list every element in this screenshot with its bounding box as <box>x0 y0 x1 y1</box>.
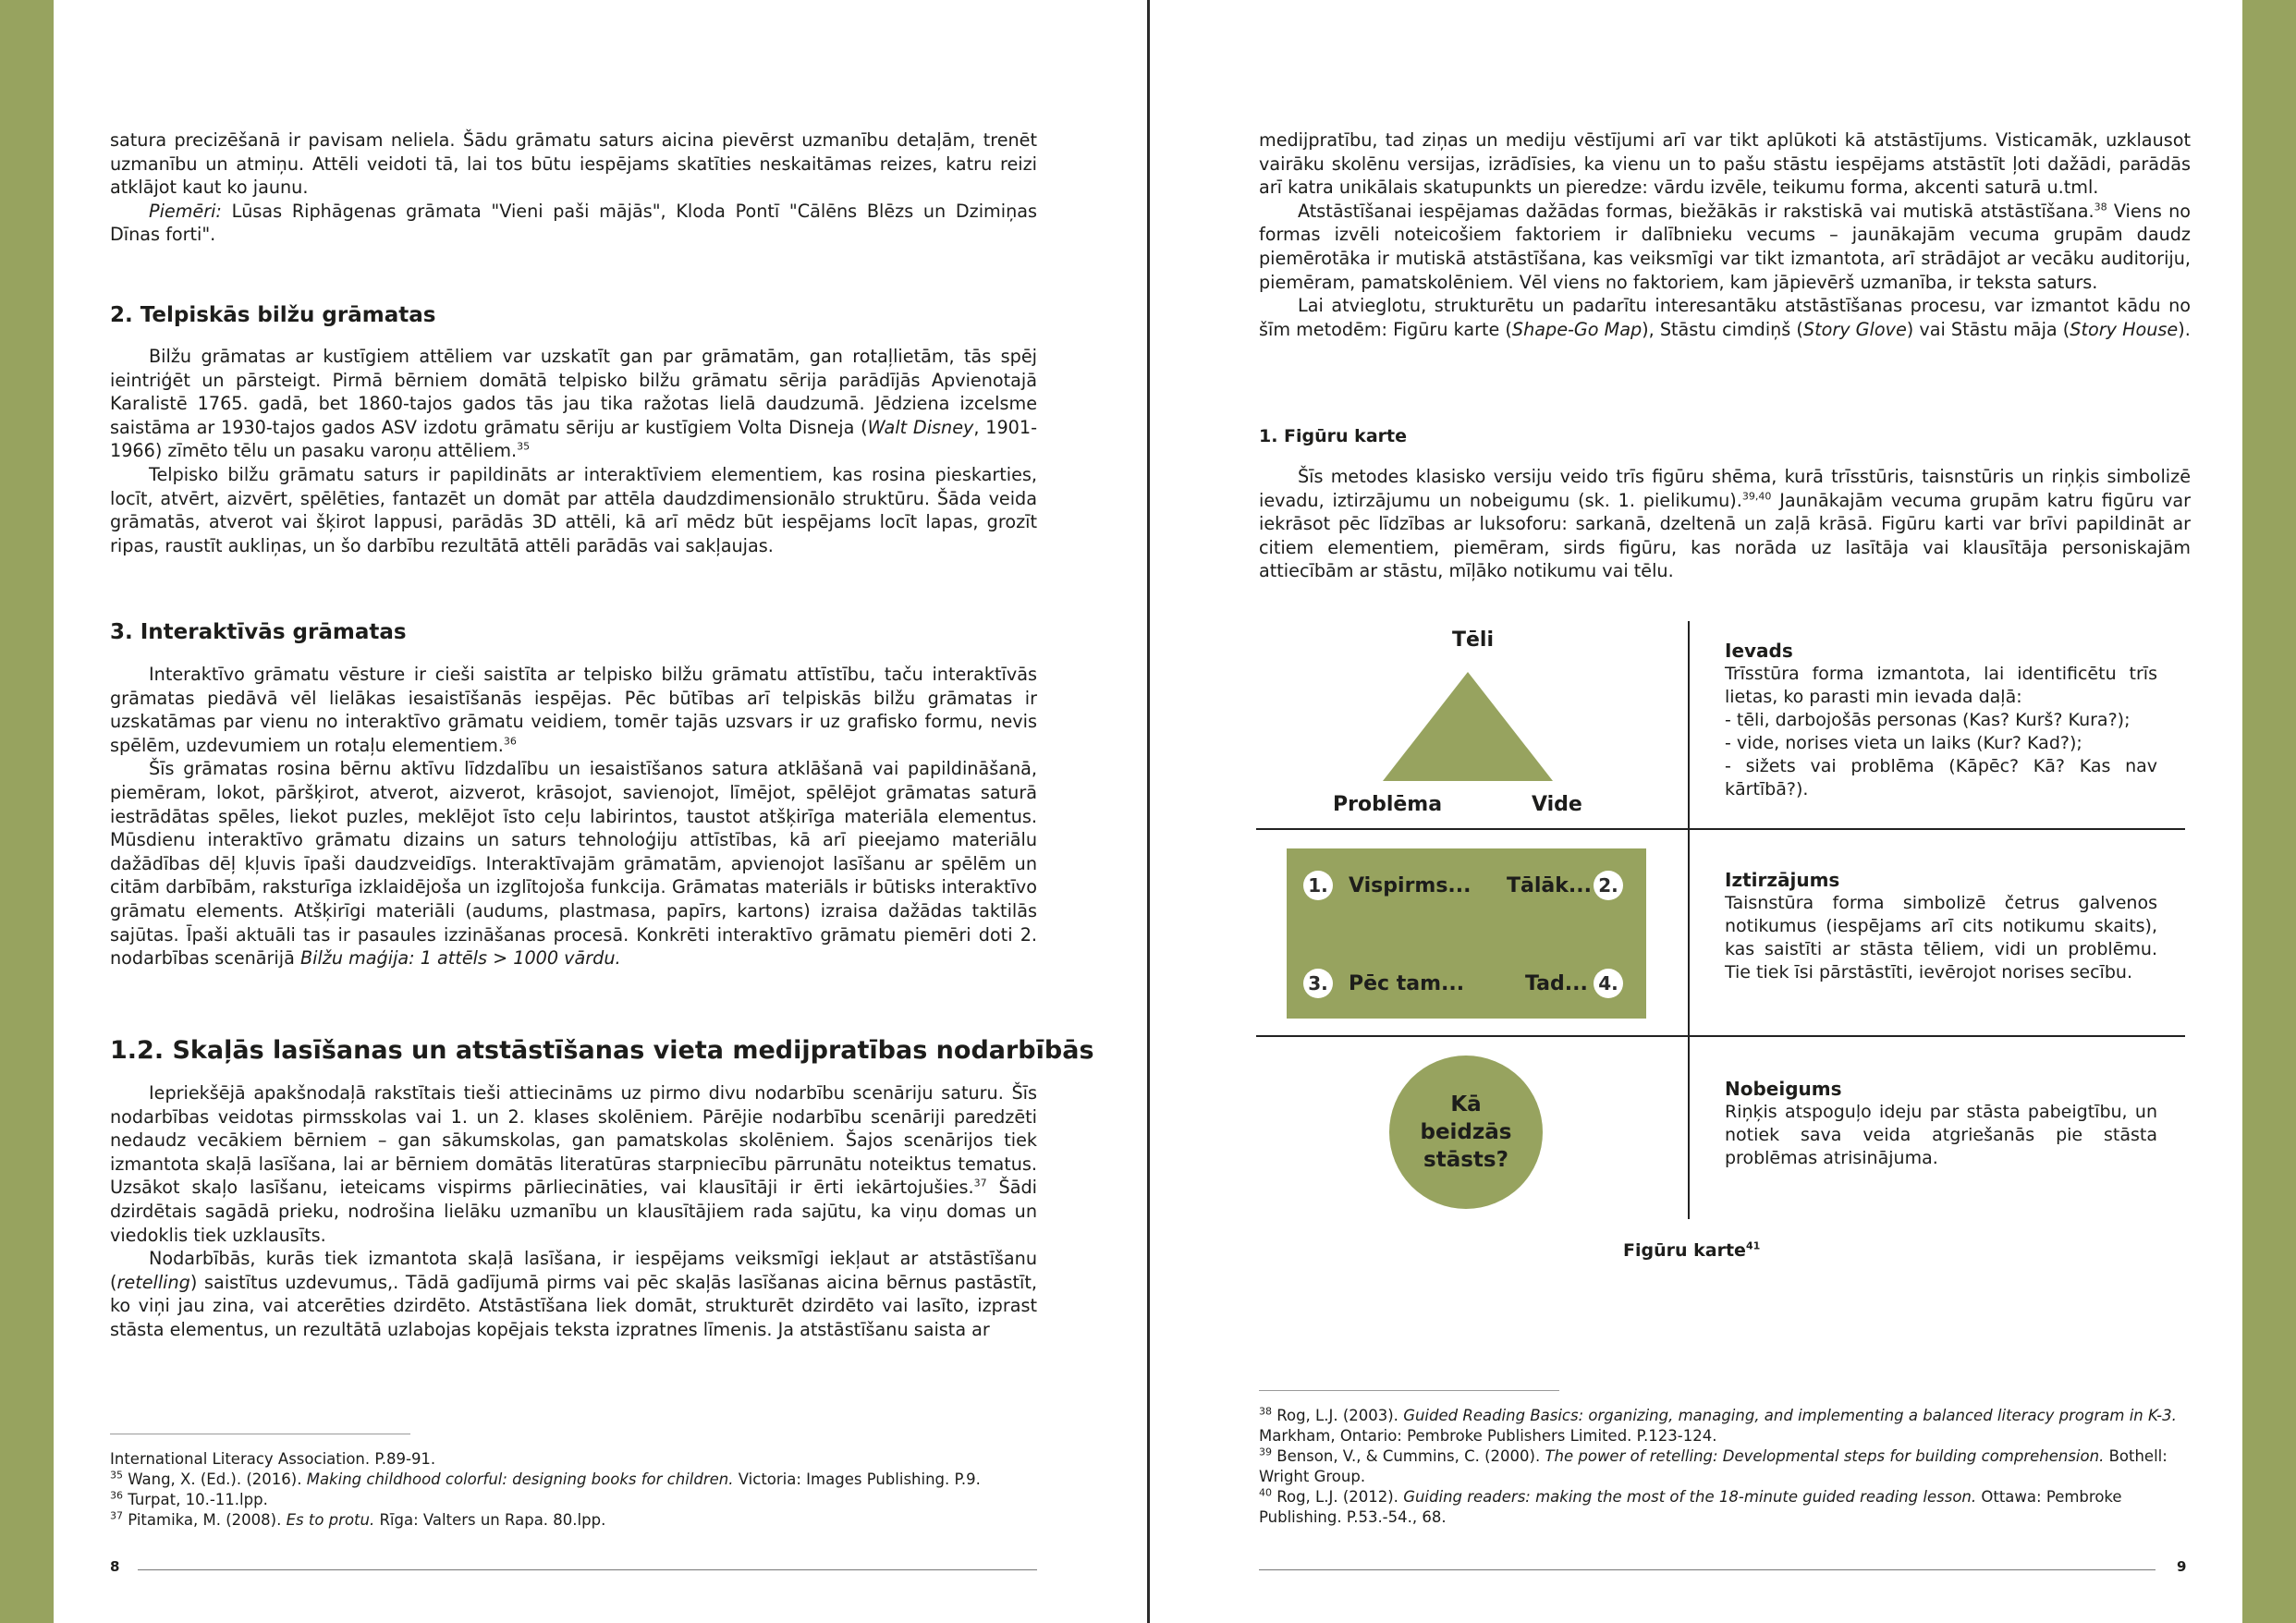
footnote-number: 40 <box>1259 1486 1272 1499</box>
heading-telpiskas: 2. Telpiskās bilžu grāmatas <box>110 303 436 327</box>
footnote-37 <box>110 1510 1037 1531</box>
text-span: Šīs metodes klasisko versiju veido trīs figūru shēma, kurā trīsstūris, taisnstūris un riņķis simbolizē ievadu, iztirzājumu un nobeigumu (sk. 1. pielikumu). <box>1259 466 2191 511</box>
footnote-ref: 36 <box>503 735 517 748</box>
text-span: Ottawa: Pembroke Publishing. P.53.-54., 68. <box>1259 1488 2122 1526</box>
footnote-ref: 37 <box>973 1177 987 1190</box>
text-span: Pitamika, M. (2008). <box>123 1511 287 1529</box>
nobeigums-title: Nobeigums <box>1725 1078 1842 1100</box>
nobeigums-body: Riņķis atspoguļo ideju par stāsta pabeigtību, un notiek sava veida atgriešanās pie stāsta problēmas atrisinājuma. <box>1725 1102 2157 1168</box>
interaktivas-paragraph-1 <box>110 663 1037 757</box>
iztirzajums-body: Taisnstūra forma simbolizē četrus galvenos notikumus (iespējams arī cits notikumu skaits), kas saistīti ar stāsta tēliem, vidi un problēmu. Tie tiek īsi pārstāstīti, ievērojot norises secību. <box>1725 893 2157 982</box>
text-span: Benson, V., & Cummins, C. (2000). <box>1272 1447 1545 1465</box>
footnote-rule <box>1259 1390 1559 1391</box>
footer-rule <box>138 1569 1037 1570</box>
examples-text: Lūsas Riphāgenas grāmata "Vieni paši mājās", Kloda Pontī "Cālēns Blēzs un Dzimiņas Dīnas forti". <box>110 200 1037 246</box>
intro-block <box>110 128 1037 247</box>
page-footer-right <box>1259 1558 2191 1580</box>
iztirzajums-title: Iztirzājums <box>1725 869 1840 891</box>
step-label-3: Pēc tam... <box>1349 972 1465 995</box>
section-paragraph-2 <box>110 1247 1037 1341</box>
italic-span: Shape-Go Map <box>1511 318 1643 340</box>
footnote-36 <box>110 1490 1037 1510</box>
page-number: 9 <box>2177 1558 2187 1575</box>
text-span: Jaunākajām vecuma grupām katru figūru var iekrāsot pēc līdzības ar luksoforu: sarkanā, dzeltenā un zaļā krāsā. Figūru karti var brīvi papildināt ar citiem elementiem, piemēram, sirds figūru, kas norāda uz lasītāja vai klausītāja personiskajām attiecībām ar stāstu, mīļāko notikumu vai tēlu. <box>1259 489 2191 582</box>
text-span: Iepriekšējā apakšnodaļā rakstītais tieši attiecināms uz pirmo divu nodarbību scenāriju saturu. Šīs nodarbības veidotas pirmsskolas vai 1. un 2. klases skolēniem. Pārējie nodarbību scenāriji paredzēti nedaudz vecākiem bērniem – gan sākumskolas, gan pamatskolas skolēniem. Šajos scenārijos tiek izmantota skaļā lasīšana, lai ar bērniem domātās literatūras starpniecību pārrunātu noteiktus tematus. Uzsākot skaļo lasīšanu, ieteicams vispirms pārliecināties, vai klausītāji ir ērti iekārtojušies. <box>110 1082 1037 1199</box>
step-number-4: 4. <box>1594 969 1623 998</box>
footnote-number: 35 <box>110 1469 123 1482</box>
right-paragraph-3 <box>1259 294 2191 341</box>
italic-span: retelling <box>116 1271 190 1293</box>
text-span: Viens no formas izvēli noteicošiem faktoriem ir dalībnieku vecums – jaunākajām vecuma grupām daudz piemērotāka ir mutiskā atstāstīšana, kas veiksmīgi var tikt izmantota, arī strādājot ar vecāku auditoriju, piemēram, pamatskolēniem. Vēl viens no faktoriem, kam jāpievērš uzmanība, ir teksta saturs. <box>1259 200 2191 293</box>
text-span: Markham, Ontario: Pembroke Publishers Limited. P.123-124. <box>1259 1427 1717 1445</box>
text-span: Victoria: Images Publishing. P.9. <box>733 1470 981 1488</box>
interaktivas-paragraph-2 <box>110 757 1037 970</box>
step-label-4: Tad... <box>1525 972 1588 995</box>
right-paragraph-2 <box>1259 200 2191 294</box>
step-label-2: Tālāk... <box>1507 874 1592 897</box>
step-number-1: 1. <box>1303 871 1333 900</box>
italic-span: Guided Reading Basics: organizing, managing, and implementing a balanced literacy program in K-3. <box>1403 1407 2177 1424</box>
telpiskas-paragraph-1 <box>110 345 1037 463</box>
italic-span: Making childhood colorful: designing books for children. <box>306 1470 734 1488</box>
footnote-ref: 41 <box>1745 1239 1761 1252</box>
shape-go-map-diagram <box>1256 621 2245 1259</box>
text-span: Interaktīvo grāmatu vēsture ir cieši saistīta ar telpisko bilžu grāmatu attīstību, taču interaktīvās grāmatas piedāvā vēl lielākas iesaistīšanās iespējas. Pēc būtības arī telpiskās bilžu grāmatas ir uzskatāmas par vienu no interaktīvo grāmatu veidiem, tomēr tajās uzsvars ir uz grafisko formu, nevis spēlēm, uzdevumiem un rotaļu elementiem. <box>110 664 1037 756</box>
footnotes-left <box>110 1449 1037 1531</box>
examples-label: Piemēri: <box>149 200 222 222</box>
label-problema: Problēma <box>1333 793 1443 816</box>
italic-span: The power of retelling: Developmental steps for building comprehension. <box>1545 1447 2105 1465</box>
ievads-line-2: - tēli, darbojošās personas (Kas? Kurš? Kura?); <box>1725 710 2131 730</box>
heading-figuru-karte: 1. Figūru karte <box>1259 426 1407 446</box>
section-block <box>110 1081 1037 1342</box>
page-left <box>0 0 1147 1623</box>
text-span: ) saistītus uzdevumus,. Tādā gadījumā pirms vai pēc skaļās lasīšanas aicina bērnus pastāstīt, ko viņi jau zina, vai atcerēties dzirdēto. Atstāstīšana liek domāt, strukturēt dzirdēto vai lasīto, izprast stāsta elementus, un rezultātā uzlabojas kopējais teksta izpratnes līmenis. Ja atstāstīšanu saista ar <box>110 1271 1037 1340</box>
italic-span: Walt Disney <box>867 416 974 438</box>
right-intro-block <box>1259 128 2191 341</box>
italic-span: Guiding readers: making the most of the 18-minute guided reading lesson. <box>1403 1488 1977 1506</box>
label-teli: Tēli <box>1452 628 1495 652</box>
text-span: Rog, L.J. (2012). <box>1272 1488 1404 1506</box>
telpiskas-paragraph-2: Telpisko bilžu grāmatu saturs ir papildināts ar interaktīviem elementiem, kas rosina pieskarties, locīt, atvērt, aizvērt, spēlēties, fantazēt un domāt par attēla daudzdimensionālo struktūru. Šāda veida grāmatās, atverot vai šķirot lappusi, parādās 3D attēli, kā arī mēdz būt iespējams locīt lapas, grozīt ripas, raustīt aukliņas, un šo darbību rezultātā attēli parādās vai sakļaujas. <box>110 463 1037 556</box>
step-number-3: 3. <box>1303 969 1333 998</box>
step-number-2: 2. <box>1594 871 1623 900</box>
text-span: Nodarbībās, kurās tiek izmantota skaļā lasīšana, ir iespējams veiksmīgi iekļaut ar atstāstīšanu ( <box>110 1248 1037 1293</box>
footnote-number: 39 <box>1259 1446 1272 1458</box>
right-edge-bar <box>2242 0 2296 1623</box>
text-span: ). <box>2178 318 2191 340</box>
text-span: , 1901-1966) zīmēto tēlu un pasaku varoņu attēliem. <box>110 416 1038 462</box>
ievads-line-4: - sižets vai problēma (Kāpēc? Kā? Kas nav kārtībā?). <box>1725 756 2157 799</box>
page-right <box>1150 0 2242 1623</box>
iztirzajums-text <box>1725 869 2157 984</box>
text-span: Turpat, 10.-11.lpp. <box>123 1491 268 1508</box>
footer-rule <box>1259 1569 2156 1570</box>
text-span: Šādi dzirdētais sagādā prieku, nodrošina lielāku uzmanību un klausītājiem rada sajūtu, ka viņu domas un viedoklis tiek uzklausīts. <box>110 1177 1037 1246</box>
step-label-1: Vispirms... <box>1349 874 1472 897</box>
label-vide: Vide <box>1532 793 1582 816</box>
page-number: 8 <box>110 1558 120 1575</box>
heading-interaktivas: 3. Interaktīvās grāmatas <box>110 620 407 644</box>
italic-span: Story House <box>2070 318 2179 340</box>
footnote-38 <box>1259 1406 2191 1446</box>
footnote-continued: International Literacy Association. P.89-91. <box>110 1450 436 1468</box>
diagram-divider-2 <box>1256 1035 2185 1037</box>
footnote-35 <box>110 1470 1037 1490</box>
telpiskas-block <box>110 345 1037 557</box>
text-span: ), Stāstu cimdiņš ( <box>1642 318 1803 340</box>
italic-span: Story Glove <box>1802 318 1907 340</box>
italic-span: Es to protu. <box>286 1511 375 1529</box>
figuru-block <box>1259 465 2191 583</box>
ievads-title: Ievads <box>1725 640 1793 662</box>
examples-paragraph <box>110 200 1037 247</box>
footnote-number: 38 <box>1259 1405 1272 1418</box>
circle-label: Kā beidzās stāsts? <box>1420 1092 1512 1172</box>
footnote-39 <box>1259 1446 2191 1487</box>
text-span: Šīs grāmatas rosina bērnu aktīvu līdzdalību un iesaistīšanos satura atklāšanā vai papildināšanā, piemēram, lokot, pāršķirot, atverot, aizverot, krāsojot, savienojot, līmējot, spēlējot grāmatas saturā iestrādātas spēles, liekot puzles, meklējot īsto ceļu labirintos, taustot atšķirīga materiāla elementus. Mūsdienu interaktīvo grāmatu dizains un saturs tehnoloģiju attīstības, kā arī pieejamo materiālu dažādības dēļ kļuvis īpaši daudzveidīgs. Interaktīvajām grāmatām, apvienojot lasīšanu ar spēlēm un citām darbībām, raksturīga izklaidējoša un izglītojoša funkcija. Grāmatas materiāls ir būtisks interaktīvo grāmatu elements. Atšķirīgi materiāli (audums, plastmasa, papīrs, kartons) izraisa dažādas taktilās sajūtas. Īpaši aktuāli tas ir pasaules izzināšanas procesā. Konkrēti interaktīvo grāmatu piemēri doti 2. nodarbības scenārijā <box>110 758 1037 970</box>
text-span: Atstāstīšanai iespējamas dažādas formas, biežākās ir rakstiskā vai mutiskā atstāstīšana. <box>1298 200 2094 222</box>
figuru-paragraph <box>1259 465 2191 583</box>
text-span: Rīga: Valters un Rapa. 80.lpp. <box>374 1511 606 1529</box>
diagram-divider-1 <box>1256 828 2185 830</box>
caption-text: Figūru karte <box>1623 1240 1746 1261</box>
intro-paragraph: satura precizēšanā ir pavisam neliela. Šādu grāmatu saturs aicina pievērst uzmanību detaļām, trenēt uzmanību un atmiņu. Attēli veidoti tā, lai tos būtu iespējams skatīties neskaitāmas reizes, katru reizi atklājot kaut ko jaunu. <box>110 129 1037 199</box>
diagram-caption <box>1623 1240 1760 1261</box>
footnote-ref: 39,40 <box>1741 490 1772 503</box>
ievads-line-3: - vide, norises vieta un laiks (Kur? Kad?); <box>1725 733 2082 753</box>
text-span: Wang, X. (Ed.). (2016). <box>123 1470 307 1488</box>
text-span: ) vai Stāstu māja ( <box>1906 318 2070 340</box>
diagram-vertical-divider <box>1688 621 1690 1219</box>
text-span: Lai atvieglotu, strukturētu un padarītu interesantāku atstāstīšanas procesu, var izmantot kādu no šīm metodēm: Figūru karte ( <box>1259 295 2191 340</box>
interaktivas-block <box>110 663 1037 970</box>
text-span: Rog, L.J. (2003). <box>1272 1407 1404 1424</box>
nobeigums-text <box>1725 1078 2157 1170</box>
triangle-shape <box>1383 672 1553 783</box>
text-span: Bilžu grāmatas ar kustīgiem attēliem var uzskatīt gan par grāmatām, gan rotaļlietām, tās spēj ieintriģēt un pārsteigt. Pirmā bērniem domātā telpisko bilžu grāmatu sērija parādījās Apvienotajā Karalistē 1765. gadā, bet 1860-tajos gados tās jau tika ražotas lielā daudzumā. Jēdziena izcelsme saistāma ar 1930-tajos gados ASV izdotu grāmatu sēriju ar kustīgiem Volta Disneja ( <box>110 346 1037 438</box>
text-span: Bothell: Wright Group. <box>1259 1447 2168 1485</box>
section-paragraph-1 <box>110 1081 1037 1247</box>
circle-shape <box>1389 1056 1543 1209</box>
footnote-ref: 38 <box>2094 201 2107 214</box>
section-heading: 1.2. Skaļās lasīšanas un atstāstīšanas vieta medijpratības nodarbībās <box>110 1036 1094 1065</box>
footnote-40 <box>1259 1487 2191 1528</box>
italic-span: Bilžu maģija: 1 attēls > 1000 vārdu. <box>299 947 621 970</box>
right-paragraph-1: medijpratību, tad ziņas un mediju vēstījumi arī var tikt aplūkoti kā atstāstījums. Visticamāk, uzklausot vairāku skolēnu versijas, izrādīsies, ka vienu un to pašu stāstu iespējams atstāstīt ļoti dažādi, parādās arī katra unikālais skatupunkts un pieredze: vārdu izvēle, teikumu forma, akcenti saturā u.tml. <box>1259 129 2191 199</box>
footnotes-right <box>1259 1406 2191 1528</box>
footnote-ref: 35 <box>517 440 531 453</box>
footnote-number: 36 <box>110 1489 123 1502</box>
rectangle-shape <box>1287 848 1646 1019</box>
page-footer-left <box>110 1558 1037 1580</box>
ievads-line-1: Trīsstūra forma izmantota, lai identificētu trīs lietas, ko parasti min ievada daļā: <box>1725 664 2157 707</box>
ievads-text <box>1725 640 2157 801</box>
footnote-number: 37 <box>110 1509 123 1522</box>
